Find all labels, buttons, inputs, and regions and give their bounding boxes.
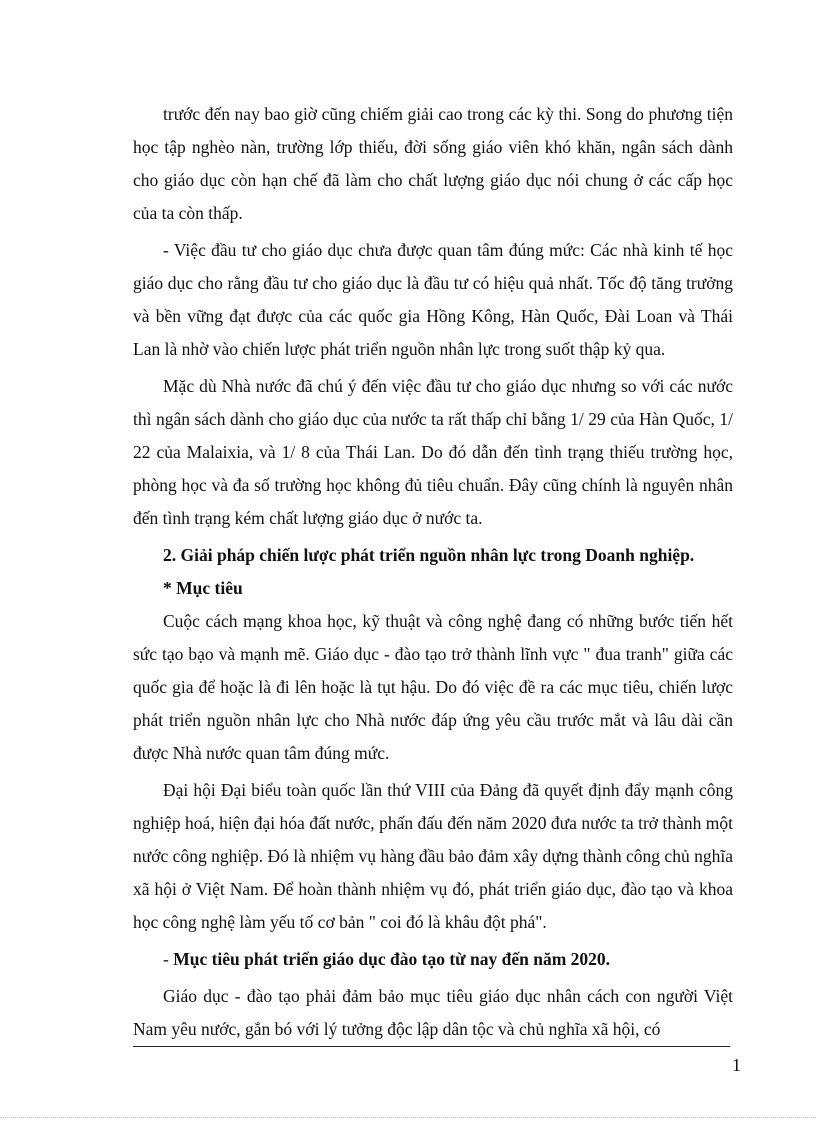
paragraph-congress: Đại hội Đại biểu toàn quốc lần thứ VIII của Đảng đã quyết định đẩy mạnh công nghiệp hoá, hiện đại hóa đất nước, phấn đấu đến năm 2020 đưa nước ta trở thành một nước công nghiệp. Đó là nhiệm vụ hàng đầu bảo đảm xây dựng thành công chủ nghĩa xã hội ở Việt Nam. Để hoàn thành nhiệm vụ đó, phát triển giáo dục, đào tạo và khoa học công nghệ làm yếu tố cơ bản " coi đó là khâu đột phá". — [133, 780, 733, 932]
subheading-dash: - — [163, 949, 174, 969]
subheading-education-goals — [133, 943, 733, 976]
paragraph-revolution: Cuộc cách mạng khoa học, kỹ thuật và công nghệ đang có những bước tiến hết sức tạo bạo và mạnh mẽ. Giáo dục - đào tạo trở thành lĩnh vực " đua tranh" giữa các quốc gia để hoặc là đi lên hoặc là tụt hậu. Do đó việc đề ra các mục tiêu, chiến lược phát triển nguồn nhân lực cho Nhà nước đáp ứng yêu cầu trước mắt và lâu dài cần được Nhà nước quan tâm đúng mức. — [133, 611, 733, 763]
paragraph-continuation: trước đến nay bao giờ cũng chiếm giải cao trong các kỳ thi. Song do phương tiện học tập nghèo nàn, trường lớp thiếu, đời sống giáo viên khó khăn, ngân sách dành cho giáo dục còn hạn chế đã làm cho chất lượng giáo dục nói chung ở các cấp học của ta còn thấp. — [133, 104, 733, 223]
paragraph-budget: Mặc dù Nhà nước đã chú ý đến việc đầu tư cho giáo dục nhưng so với các nước thì ngân sách dành cho giáo dục của nước ta rất thấp chỉ bằng 1/ 29 của Hàn Quốc, 1/ 22 của Malaixia, và 1/ 8 của Thái Lan. Do đó dẫn đến tình trạng thiếu trường học, phòng học và đa số trường học không đủ tiêu chuẩn. Đây cũng chính là nguyên nhân đến tình trạng kém chất lượng giáo dục ở nước ta. — [133, 376, 733, 528]
paragraph-investment: - Việc đầu tư cho giáo dục chưa được quan tâm đúng mức: Các nhà kinh tế học giáo dục cho rằng đầu tư cho giáo dục là đầu tư có hiệu quả nhất. Tốc độ tăng trưởng và bền vững đạt được của các quốc gia Hồng Kông, Hàn Quốc, Đài Loan và Thái Lan là nhờ vào chiến lược phát triển nguồn nhân lực trong suốt thập kỷ qua. — [133, 240, 733, 359]
paragraph-education-personality: Giáo dục - đào tạo phải đảm bảo mục tiêu giáo dục nhân cách con người Việt Nam yêu nước, gắn bó với lý tưởng độc lập dân tộc và chủ nghĩa xã hội, có — [133, 986, 733, 1039]
document-body — [133, 98, 733, 1046]
page-bottom-edge — [0, 1117, 816, 1118]
section-heading-solutions: 2. Giải pháp chiến lược phát triển nguồn nhân lực trong Doanh nghiệp. — [163, 545, 695, 565]
footer-divider — [133, 1046, 730, 1047]
subheading-title: Mục tiêu phát triển giáo dục đào tạo từ nay đến năm 2020. — [173, 949, 611, 969]
section-heading-goals: * Mục tiêu — [163, 578, 243, 598]
page-number: 1 — [732, 1055, 741, 1075]
